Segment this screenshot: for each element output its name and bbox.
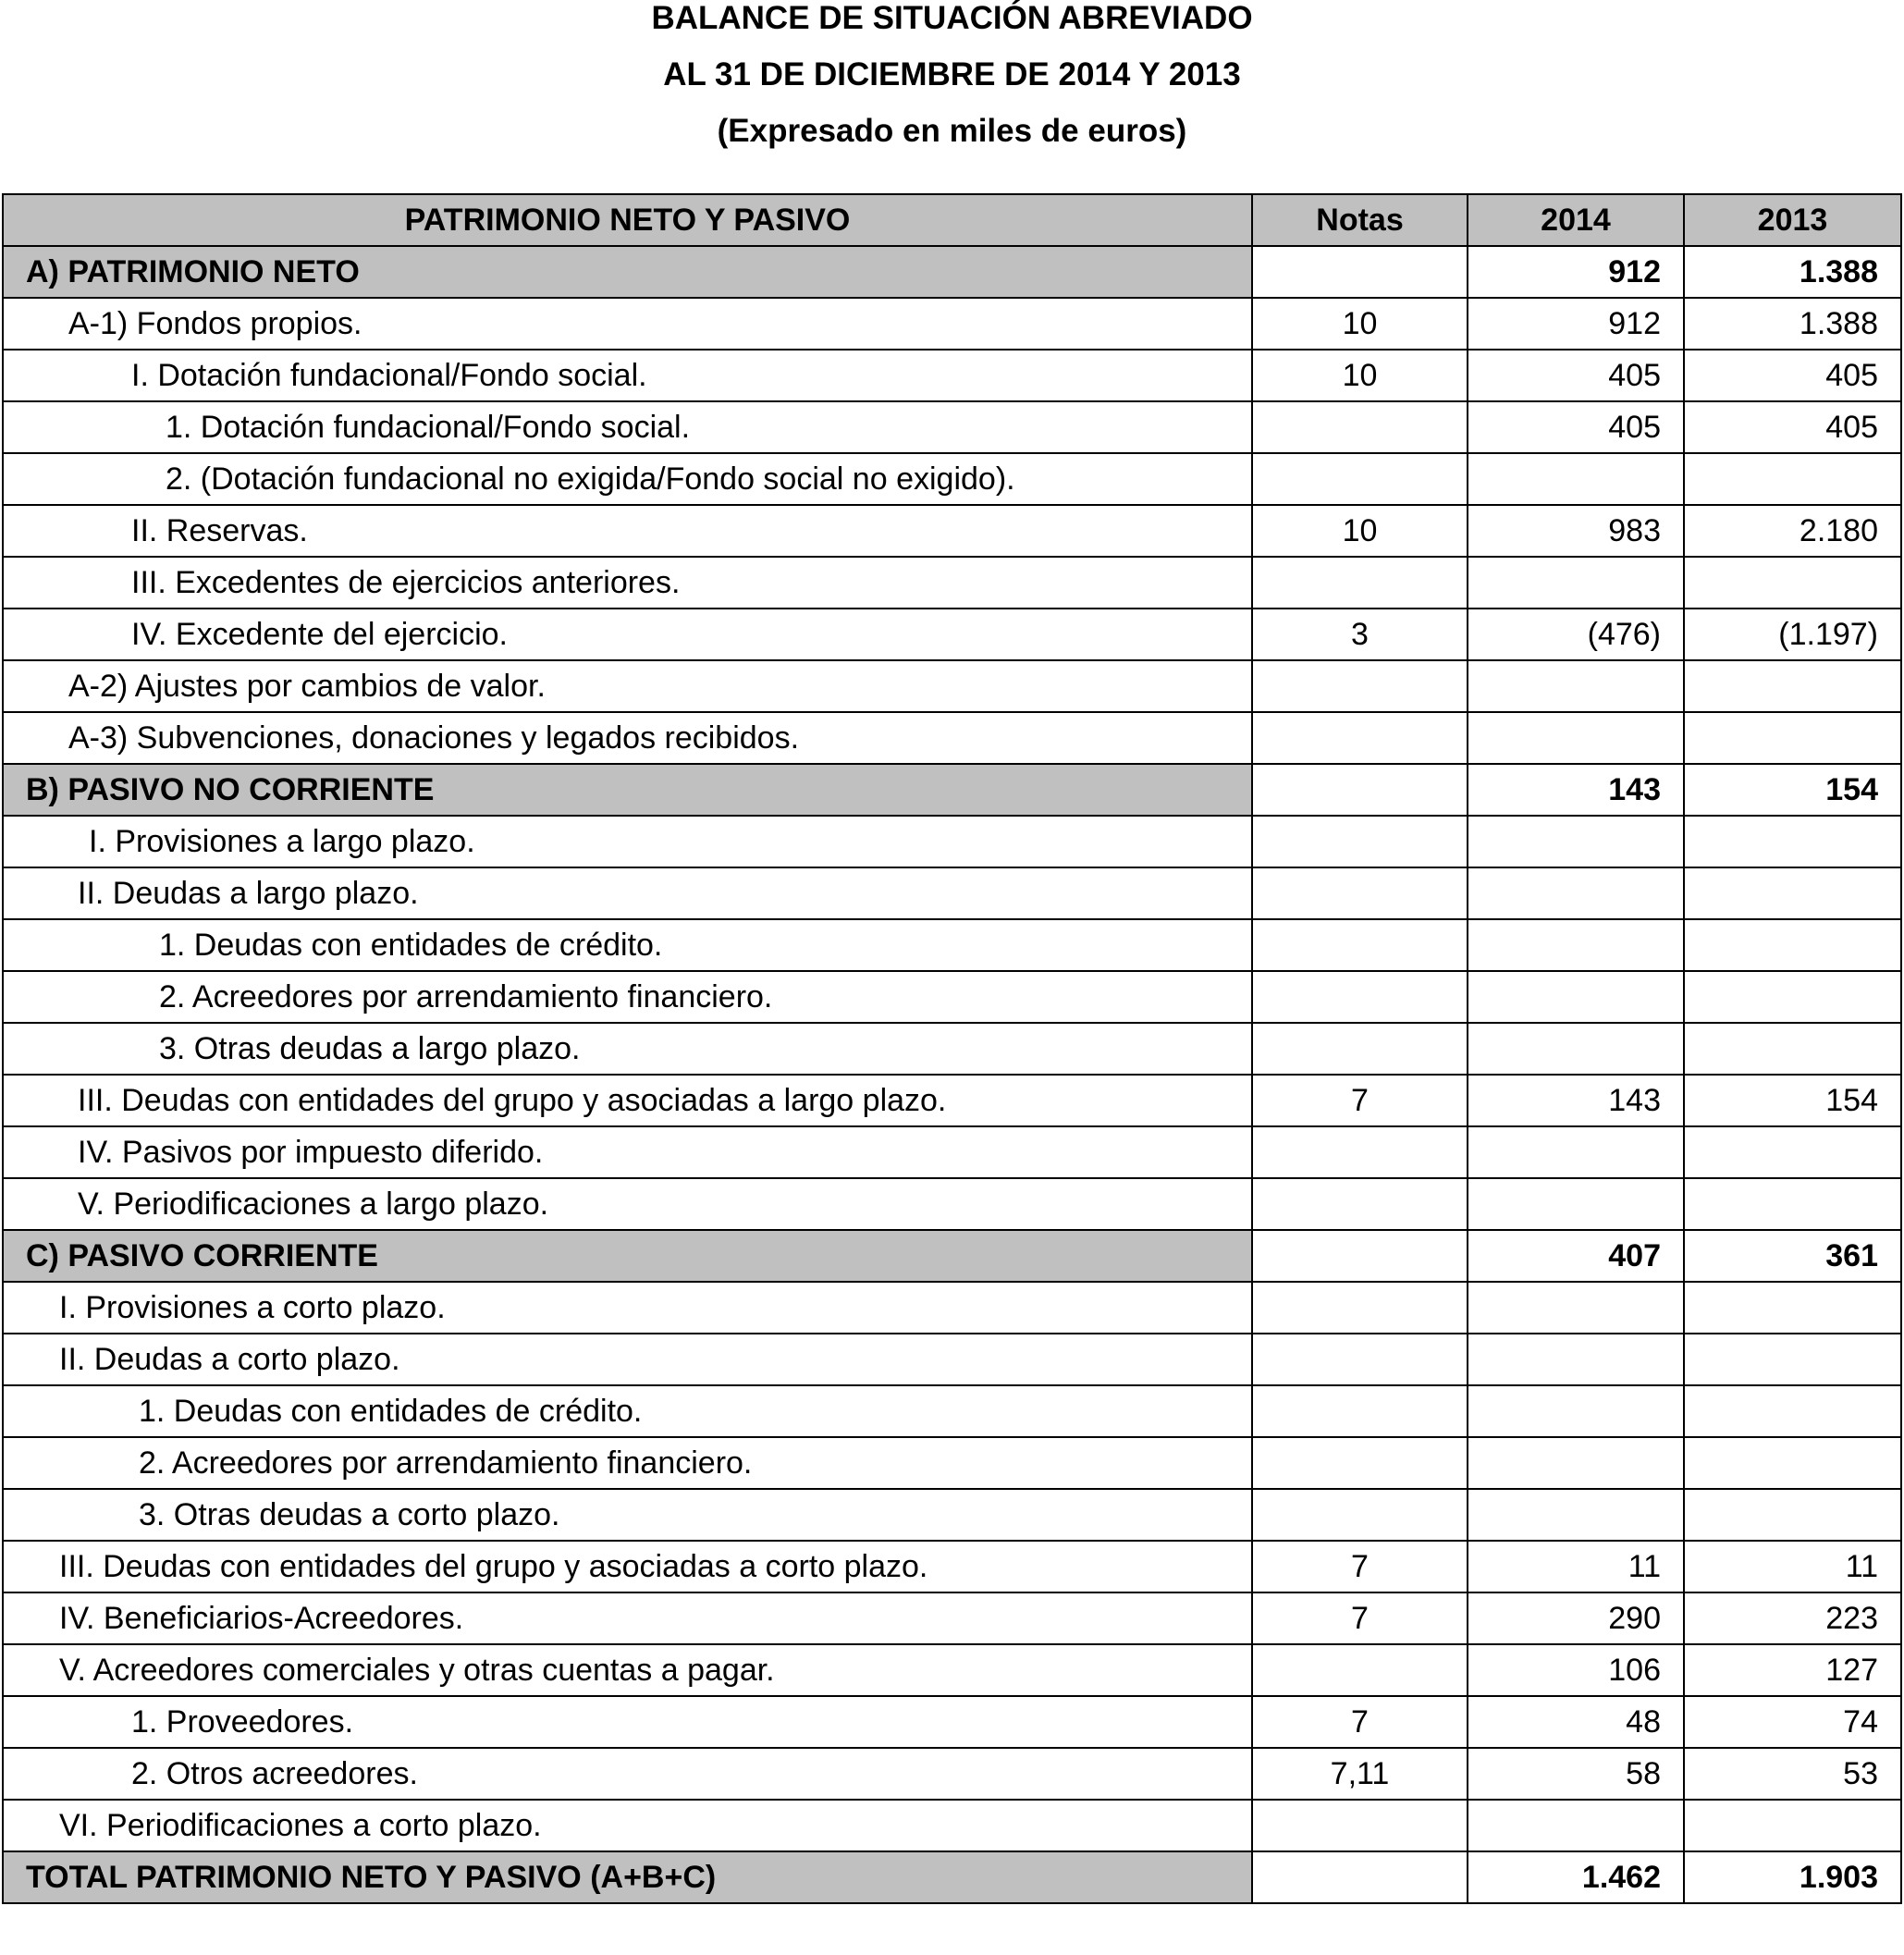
row-nota: [1252, 660, 1468, 712]
row-value-2014: [1468, 867, 1684, 919]
row-value-2013: [1684, 1282, 1901, 1334]
row-value-2013: 405: [1684, 401, 1901, 453]
row-value-2014: 143: [1468, 764, 1684, 816]
total-label: TOTAL PATRIMONIO NETO Y PASIVO (A+B+C): [3, 1851, 1252, 1903]
row-nota: [1252, 1023, 1468, 1075]
total-value-2014: 1.462: [1468, 1851, 1684, 1903]
report-date: AL 31 DE DICIEMBRE DE 2014 Y 2013: [663, 56, 1241, 92]
row-nota: [1252, 1489, 1468, 1541]
table-row: [3, 609, 1901, 660]
row-value-2014: [1468, 660, 1684, 712]
row-value-2013: 223: [1684, 1592, 1901, 1644]
row-value-2014: [1468, 712, 1684, 764]
row-value-2013: [1684, 660, 1901, 712]
row-label: V. Periodificaciones a largo plazo.: [3, 1178, 1252, 1230]
row-value-2014: [1468, 1023, 1684, 1075]
row-value-2014: [1468, 1800, 1684, 1851]
row-value-2014: 407: [1468, 1230, 1684, 1282]
row-value-2013: [1684, 816, 1901, 867]
table-row: [3, 971, 1901, 1023]
row-nota: 7: [1252, 1592, 1468, 1644]
row-nota: 7: [1252, 1541, 1468, 1592]
table-row: [3, 1023, 1901, 1075]
table-row: [3, 1385, 1901, 1437]
row-nota: [1252, 1644, 1468, 1696]
row-label: B) PASIVO NO CORRIENTE: [3, 764, 1252, 816]
total-value-2013: 1.903: [1684, 1851, 1901, 1903]
row-label: II. Reservas.: [3, 505, 1252, 557]
row-nota: [1252, 246, 1468, 298]
row-value-2013: [1684, 557, 1901, 609]
row-value-2013: [1684, 971, 1901, 1023]
row-value-2014: [1468, 557, 1684, 609]
table-row: [3, 505, 1901, 557]
row-label: IV. Pasivos por impuesto diferido.: [3, 1126, 1252, 1178]
row-value-2014: 912: [1468, 246, 1684, 298]
row-nota: [1252, 1437, 1468, 1489]
row-value-2013: 127: [1684, 1644, 1901, 1696]
table-row: [3, 1800, 1901, 1851]
row-label: 1. Proveedores.: [3, 1696, 1252, 1748]
row-label: 3. Otras deudas a largo plazo.: [3, 1023, 1252, 1075]
row-value-2014: 11: [1468, 1541, 1684, 1592]
row-value-2014: 405: [1468, 401, 1684, 453]
table-header-row: [3, 194, 1901, 246]
row-label: IV. Excedente del ejercicio.: [3, 609, 1252, 660]
row-label: A-2) Ajustes por cambios de valor.: [3, 660, 1252, 712]
table-row: [3, 453, 1901, 505]
row-value-2014: [1468, 1178, 1684, 1230]
row-value-2014: [1468, 1489, 1684, 1541]
row-value-2014: [1468, 1282, 1684, 1334]
table-row: [3, 1696, 1901, 1748]
row-label: 3. Otras deudas a corto plazo.: [3, 1489, 1252, 1541]
row-value-2014: [1468, 971, 1684, 1023]
row-label: 1. Deudas con entidades de crédito.: [3, 1385, 1252, 1437]
row-nota: 7: [1252, 1075, 1468, 1126]
table-row: [3, 557, 1901, 609]
row-value-2013: 154: [1684, 1075, 1901, 1126]
row-nota: [1252, 401, 1468, 453]
row-value-2014: (476): [1468, 609, 1684, 660]
row-nota: 3: [1252, 609, 1468, 660]
row-label: A) PATRIMONIO NETO: [3, 246, 1252, 298]
row-label: 1. Deudas con entidades de crédito.: [3, 919, 1252, 971]
row-nota: 10: [1252, 298, 1468, 350]
table-row: [3, 246, 1901, 298]
row-nota: [1252, 1334, 1468, 1385]
row-value-2014: 912: [1468, 298, 1684, 350]
row-value-2014: [1468, 1334, 1684, 1385]
total-nota: [1252, 1851, 1468, 1903]
row-label: III. Deudas con entidades del grupo y asociadas a largo plazo.: [3, 1075, 1252, 1126]
row-label: V. Acreedores comerciales y otras cuentas a pagar.: [3, 1644, 1252, 1696]
row-value-2013: 405: [1684, 350, 1901, 401]
table-row: [3, 712, 1901, 764]
row-value-2013: 2.180: [1684, 505, 1901, 557]
row-value-2013: 1.388: [1684, 298, 1901, 350]
table-row: [3, 1178, 1901, 1230]
row-label: III. Excedentes de ejercicios anteriores.: [3, 557, 1252, 609]
row-nota: [1252, 764, 1468, 816]
row-nota: [1252, 1282, 1468, 1334]
row-value-2014: [1468, 919, 1684, 971]
row-label: 2. Otros acreedores.: [3, 1748, 1252, 1800]
row-nota: [1252, 1178, 1468, 1230]
balance-table: [2, 193, 1902, 1904]
row-value-2013: [1684, 1178, 1901, 1230]
row-value-2013: [1684, 1385, 1901, 1437]
row-value-2013: [1684, 1023, 1901, 1075]
row-label: I. Provisiones a largo plazo.: [3, 816, 1252, 867]
row-nota: [1252, 557, 1468, 609]
row-value-2013: 154: [1684, 764, 1901, 816]
table-row: [3, 1489, 1901, 1541]
table-row: [3, 660, 1901, 712]
total-row: [3, 1851, 1901, 1903]
row-value-2013: 11: [1684, 1541, 1901, 1592]
row-value-2013: [1684, 1126, 1901, 1178]
header-label: PATRIMONIO NETO Y PASIVO: [3, 194, 1252, 246]
row-value-2014: 58: [1468, 1748, 1684, 1800]
row-value-2013: [1684, 1800, 1901, 1851]
row-value-2014: 983: [1468, 505, 1684, 557]
header-notas: Notas: [1252, 194, 1468, 246]
table-row: [3, 1230, 1901, 1282]
table-row: [3, 1644, 1901, 1696]
row-value-2013: [1684, 712, 1901, 764]
row-label: 2. (Dotación fundacional no exigida/Fondo social no exigido).: [3, 453, 1252, 505]
row-label: A-1) Fondos propios.: [3, 298, 1252, 350]
row-value-2013: [1684, 1437, 1901, 1489]
header-year-2013: 2013: [1684, 194, 1901, 246]
row-label: VI. Periodificaciones a corto plazo.: [3, 1800, 1252, 1851]
table-row: [3, 1541, 1901, 1592]
table-row: [3, 1437, 1901, 1489]
row-label: III. Deudas con entidades del grupo y asociadas a corto plazo.: [3, 1541, 1252, 1592]
row-value-2014: [1468, 816, 1684, 867]
row-nota: 10: [1252, 505, 1468, 557]
row-value-2013: [1684, 453, 1901, 505]
row-value-2013: 53: [1684, 1748, 1901, 1800]
header-year-2014: 2014: [1468, 194, 1684, 246]
row-label: I. Dotación fundacional/Fondo social.: [3, 350, 1252, 401]
table-row: [3, 1126, 1901, 1178]
table-row: [3, 1334, 1901, 1385]
table-row: [3, 764, 1901, 816]
row-nota: 7,11: [1252, 1748, 1468, 1800]
row-nota: [1252, 1230, 1468, 1282]
row-label: A-3) Subvenciones, donaciones y legados recibidos.: [3, 712, 1252, 764]
row-label: 2. Acreedores por arrendamiento financiero.: [3, 1437, 1252, 1489]
row-nota: 10: [1252, 350, 1468, 401]
table-row: [3, 1748, 1901, 1800]
row-label: I. Provisiones a corto plazo.: [3, 1282, 1252, 1334]
table-row: [3, 350, 1901, 401]
row-nota: [1252, 712, 1468, 764]
table-row: [3, 867, 1901, 919]
table-row: [3, 401, 1901, 453]
row-nota: 7: [1252, 1696, 1468, 1748]
row-label: 1. Dotación fundacional/Fondo social.: [3, 401, 1252, 453]
table-row: [3, 919, 1901, 971]
row-value-2013: (1.197): [1684, 609, 1901, 660]
row-value-2014: 48: [1468, 1696, 1684, 1748]
row-value-2014: [1468, 453, 1684, 505]
row-value-2014: [1468, 1437, 1684, 1489]
row-nota: [1252, 867, 1468, 919]
table-row: [3, 1592, 1901, 1644]
row-value-2014: 290: [1468, 1592, 1684, 1644]
row-value-2013: 361: [1684, 1230, 1901, 1282]
row-value-2013: [1684, 1489, 1901, 1541]
row-value-2014: [1468, 1385, 1684, 1437]
row-label: II. Deudas a corto plazo.: [3, 1334, 1252, 1385]
report-title: BALANCE DE SITUACIÓN ABREVIADO: [651, 0, 1253, 36]
row-nota: [1252, 919, 1468, 971]
row-value-2013: [1684, 919, 1901, 971]
row-value-2014: 143: [1468, 1075, 1684, 1126]
row-value-2013: 1.388: [1684, 246, 1901, 298]
row-value-2013: 74: [1684, 1696, 1901, 1748]
row-nota: [1252, 1800, 1468, 1851]
row-label: C) PASIVO CORRIENTE: [3, 1230, 1252, 1282]
row-nota: [1252, 453, 1468, 505]
report-units: (Expresado en miles de euros): [717, 113, 1187, 149]
row-value-2013: [1684, 1334, 1901, 1385]
row-label: II. Deudas a largo plazo.: [3, 867, 1252, 919]
row-value-2014: [1468, 1126, 1684, 1178]
table-row: [3, 1075, 1901, 1126]
row-nota: [1252, 1126, 1468, 1178]
table-row: [3, 816, 1901, 867]
row-nota: [1252, 971, 1468, 1023]
row-value-2014: 106: [1468, 1644, 1684, 1696]
row-label: IV. Beneficiarios-Acreedores.: [3, 1592, 1252, 1644]
row-value-2013: [1684, 867, 1901, 919]
row-label: 2. Acreedores por arrendamiento financiero.: [3, 971, 1252, 1023]
row-nota: [1252, 1385, 1468, 1437]
table-row: [3, 298, 1901, 350]
table-row: [3, 1282, 1901, 1334]
row-nota: [1252, 816, 1468, 867]
row-value-2014: 405: [1468, 350, 1684, 401]
